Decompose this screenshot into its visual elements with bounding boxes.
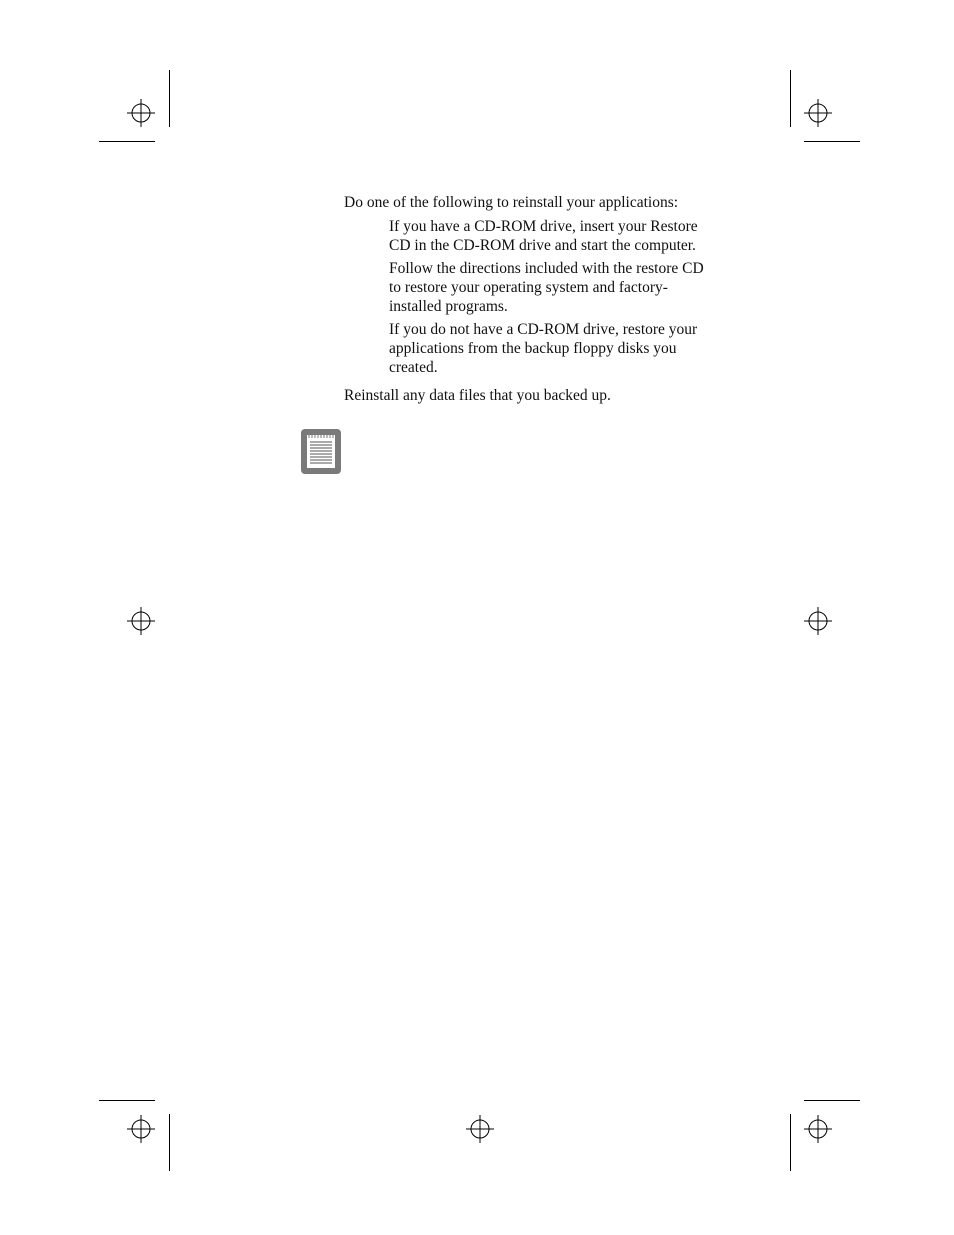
crop-mark-bottom-left-horizontal <box>99 1100 155 1101</box>
sub-step-floppy <box>389 320 749 377</box>
crop-mark-top-left-vertical <box>169 70 170 127</box>
crop-mark-top-right-horizontal <box>804 141 860 142</box>
sub-step-line: to restore your operating system and factory- <box>389 279 668 296</box>
registration-mark-icon <box>126 1114 156 1144</box>
crop-mark-bottom-left-vertical <box>169 1114 170 1171</box>
sub-step-line: CD in the CD-ROM drive and start the computer. <box>389 237 696 254</box>
registration-mark-icon <box>126 98 156 128</box>
crop-mark-top-right-vertical <box>790 70 791 127</box>
sub-step-line: created. <box>389 359 438 376</box>
sub-step-line: installed programs. <box>389 298 508 315</box>
crop-mark-bottom-right-horizontal <box>804 1100 860 1101</box>
registration-mark-icon <box>803 1114 833 1144</box>
sub-step-line: applications from the backup floppy disks you <box>389 340 677 357</box>
registration-mark-icon <box>803 606 833 636</box>
notepad-icon <box>300 428 342 475</box>
registration-mark-icon <box>465 1114 495 1144</box>
intro-instruction: Do one of the following to reinstall your applications: <box>344 194 679 211</box>
crop-mark-bottom-right-vertical <box>790 1114 791 1171</box>
crop-mark-top-left-horizontal <box>99 141 155 142</box>
registration-mark-icon <box>126 606 156 636</box>
sub-step-line: If you do not have a CD-ROM drive, restore your <box>389 321 698 338</box>
final-step: Reinstall any data files that you backed up. <box>344 387 611 404</box>
sub-step-follow-directions <box>389 259 749 316</box>
sub-step-line: Follow the directions included with the restore CD <box>389 260 704 277</box>
sub-step-line: If you have a CD-ROM drive, insert your Restore <box>389 218 698 235</box>
sub-step-cd-rom <box>389 217 749 255</box>
registration-mark-icon <box>803 98 833 128</box>
